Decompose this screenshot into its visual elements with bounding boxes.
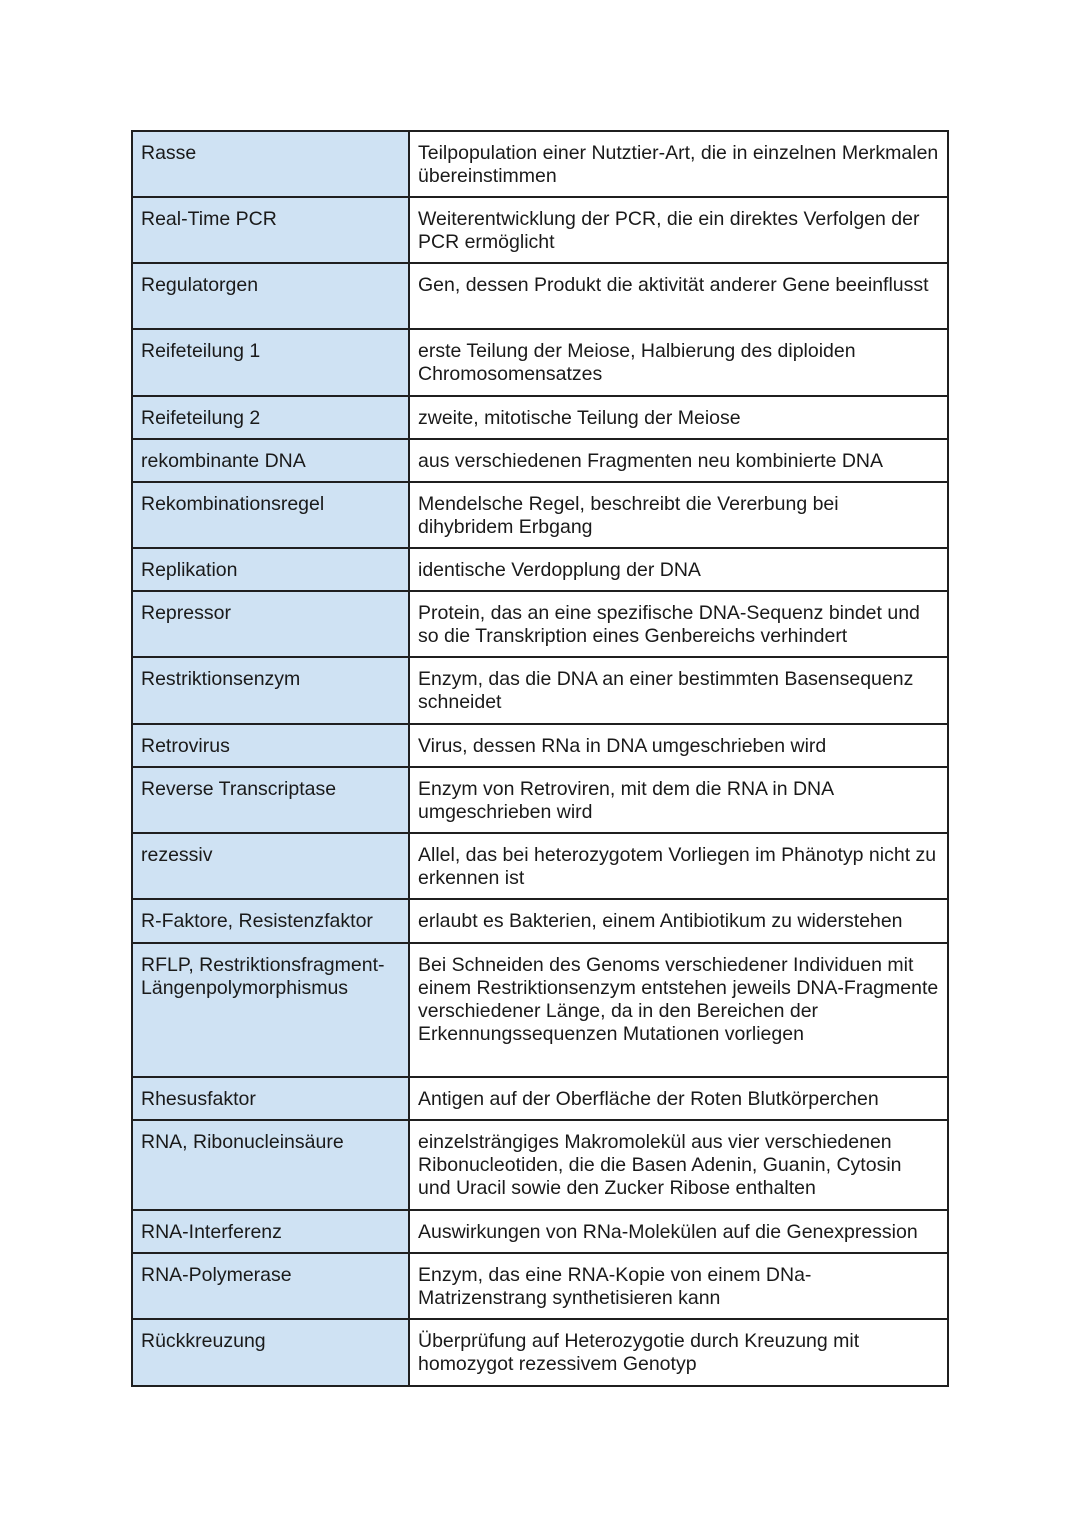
term-cell: Regulatorgen <box>132 263 409 329</box>
definition-cell: Antigen auf der Oberfläche der Roten Blutkörperchen <box>409 1077 948 1120</box>
term-cell: rekombinante DNA <box>132 439 409 482</box>
definition-cell: Auswirkungen von RNa-Molekülen auf die Genexpression <box>409 1210 948 1253</box>
definition-cell: Enzym von Retroviren, mit dem die RNA in DNA umgeschrieben wird <box>409 767 948 833</box>
glossary-body <box>132 131 948 1386</box>
table-row <box>132 396 948 439</box>
term-cell: Rasse <box>132 131 409 197</box>
term-cell: Repressor <box>132 591 409 657</box>
table-row <box>132 767 948 833</box>
definition-cell: identische Verdopplung der DNA <box>409 548 948 591</box>
term-cell: Restriktionsenzym <box>132 657 409 724</box>
term-cell: Rückkreuzung <box>132 1319 409 1386</box>
table-row <box>132 263 948 329</box>
definition-cell: Mendelsche Regel, beschreibt die Vererbung bei dihybridem Erbgang <box>409 482 948 548</box>
definition-cell: Virus, dessen RNa in DNA umgeschrieben wird <box>409 724 948 767</box>
table-row <box>132 657 948 724</box>
definition-cell: zweite, mitotische Teilung der Meiose <box>409 396 948 439</box>
definition-cell: Überprüfung auf Heterozygotie durch Kreuzung mit homozygot rezessivem Genotyp <box>409 1319 948 1386</box>
definition-cell: Enzym, das die DNA an einer bestimmten Basensequenz schneidet <box>409 657 948 724</box>
table-row <box>132 1077 948 1120</box>
term-cell: Reverse Transcriptase <box>132 767 409 833</box>
definition-cell: aus verschiedenen Fragmenten neu kombinierte DNA <box>409 439 948 482</box>
term-cell: RFLP, Restriktionsfragment-Längenpolymorphismus <box>132 943 409 1077</box>
term-cell: Reifeteilung 2 <box>132 396 409 439</box>
table-row <box>132 329 948 396</box>
term-cell: Reifeteilung 1 <box>132 329 409 396</box>
definition-cell: einzelsträngiges Makromolekül aus vier verschiedenen Ribonucleotiden, die die Basen Adenin, Guanin, Cytosin und Uracil sowie den Zucker Ribose enthalten <box>409 1120 948 1210</box>
definition-cell: Allel, das bei heterozygotem Vorliegen im Phänotyp nicht zu erkennen ist <box>409 833 948 899</box>
term-cell: RNA, Ribonucleinsäure <box>132 1120 409 1210</box>
table-row <box>132 482 948 548</box>
definition-cell: Weiterentwicklung der PCR, die ein direktes Verfolgen der PCR ermöglicht <box>409 197 948 263</box>
table-row <box>132 833 948 899</box>
table-row <box>132 439 948 482</box>
table-row <box>132 724 948 767</box>
table-row <box>132 1210 948 1253</box>
table-row <box>132 197 948 263</box>
definition-cell: Protein, das an eine spezifische DNA-Sequenz bindet und so die Transkription eines Genbereichs verhindert <box>409 591 948 657</box>
term-cell: Real-Time PCR <box>132 197 409 263</box>
definition-cell: erlaubt es Bakterien, einem Antibiotikum zu widerstehen <box>409 899 948 943</box>
term-cell: Rekombinationsregel <box>132 482 409 548</box>
term-cell: R-Faktore, Resistenzfaktor <box>132 899 409 943</box>
term-cell: rezessiv <box>132 833 409 899</box>
table-row <box>132 1253 948 1319</box>
term-cell: Retrovirus <box>132 724 409 767</box>
definition-cell: erste Teilung der Meiose, Halbierung des diploiden Chromosomensatzes <box>409 329 948 396</box>
term-cell: Rhesusfaktor <box>132 1077 409 1120</box>
table-row <box>132 899 948 943</box>
glossary-table <box>131 130 949 1387</box>
term-cell: Replikation <box>132 548 409 591</box>
table-row <box>132 1120 948 1210</box>
term-cell: RNA-Interferenz <box>132 1210 409 1253</box>
definition-cell: Enzym, das eine RNA-Kopie von einem DNa-Matrizenstrang synthetisieren kann <box>409 1253 948 1319</box>
definition-cell: Bei Schneiden des Genoms verschiedener Individuen mit einem Restriktionsenzym entstehen jeweils DNA-Fragmente verschiedener Länge, da in den Bereichen der Erkennungssequenzen Mutationen vorliegen <box>409 943 948 1077</box>
term-cell: RNA-Polymerase <box>132 1253 409 1319</box>
table-row <box>132 1319 948 1386</box>
definition-cell: Teilpopulation einer Nutztier-Art, die in einzelnen Merkmalen übereinstimmen <box>409 131 948 197</box>
table-row <box>132 591 948 657</box>
table-row <box>132 548 948 591</box>
table-row <box>132 943 948 1077</box>
table-row <box>132 131 948 197</box>
definition-cell: Gen, dessen Produkt die aktivität anderer Gene beeinflusst <box>409 263 948 329</box>
